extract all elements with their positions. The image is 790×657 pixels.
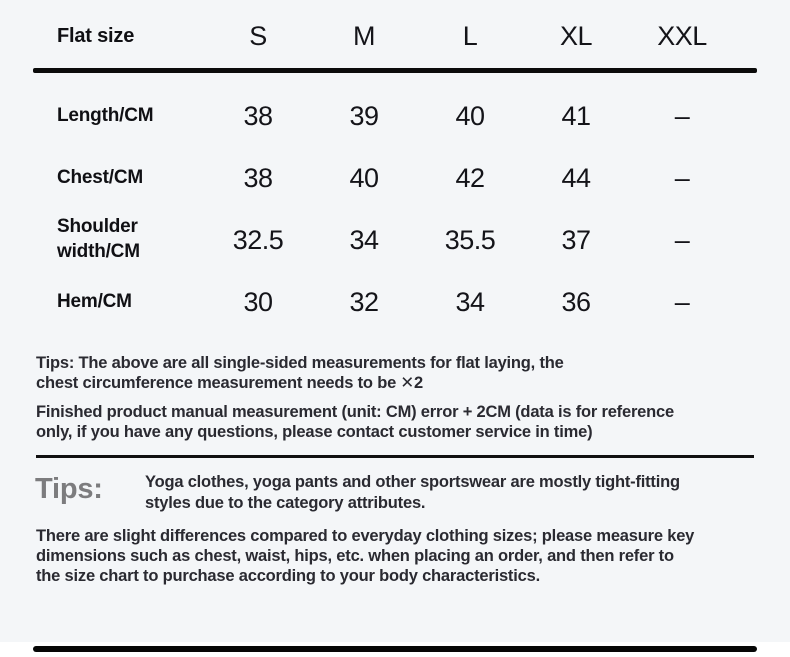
table-row-shoulder-width bbox=[57, 209, 735, 271]
value-cell: 30 bbox=[243, 286, 273, 317]
value-cell: 38 bbox=[243, 100, 273, 131]
tips-text-line: styles due to the category attributes. bbox=[145, 494, 426, 512]
value-cell: 42 bbox=[455, 162, 485, 193]
note-line: chest circumference measurement needs to be ✕2 bbox=[36, 374, 424, 392]
note-line: Finished product manual measurement (unit: CM) error + 2CM (data is for reference bbox=[36, 403, 674, 421]
row-label: Length/CM bbox=[57, 104, 154, 126]
size-table-header-row bbox=[57, 14, 735, 58]
table-row-chest bbox=[57, 147, 735, 209]
note-line: There are slight differences compared to everyday clothing sizes; please measure key bbox=[36, 527, 695, 545]
value-cell: 37 bbox=[561, 224, 591, 255]
value-cell: 34 bbox=[455, 286, 485, 317]
value-cell: 41 bbox=[561, 100, 591, 131]
note-line: the size chart to purchase according to your body characteristics. bbox=[36, 567, 540, 585]
value-cell: 44 bbox=[561, 162, 591, 193]
size-column-header-s: S bbox=[249, 20, 267, 51]
row-label: Hem/CM bbox=[57, 290, 132, 312]
value-cell: – bbox=[674, 100, 690, 131]
size-column-header-m: M bbox=[353, 20, 375, 51]
size-table-body bbox=[57, 85, 735, 333]
value-cell: – bbox=[674, 286, 690, 317]
value-cell: 38 bbox=[243, 162, 273, 193]
bottom-divider-bar bbox=[33, 646, 757, 652]
value-cell: 40 bbox=[349, 162, 379, 193]
value-cell: 35.5 bbox=[444, 224, 496, 255]
header-divider-line bbox=[33, 68, 757, 73]
measurement-tips-note bbox=[36, 353, 754, 393]
value-cell: 40 bbox=[455, 100, 485, 131]
measurement-error-note bbox=[36, 402, 754, 442]
size-column-header-l: L bbox=[462, 20, 478, 51]
table-row-length bbox=[57, 85, 735, 147]
size-column-header-xl: XL bbox=[559, 20, 593, 51]
sizing-advice-note bbox=[36, 526, 754, 586]
value-cell: 39 bbox=[349, 100, 379, 131]
tips-section bbox=[35, 471, 754, 514]
section-divider-line bbox=[36, 455, 754, 458]
value-cell: 34 bbox=[349, 224, 379, 255]
value-cell: – bbox=[674, 224, 690, 255]
tips-text bbox=[145, 471, 680, 514]
table-row-hem bbox=[57, 271, 735, 333]
row-label: Chest/CM bbox=[57, 166, 144, 188]
row-label: Shoulder width/CM bbox=[57, 216, 140, 262]
value-cell: 32.5 bbox=[232, 224, 284, 255]
value-cell: 36 bbox=[561, 286, 591, 317]
tips-label: Tips: bbox=[35, 473, 103, 505]
note-line: Tips: The above are all single-sided measurements for flat laying, the bbox=[36, 354, 564, 372]
flat-size-label: Flat size bbox=[57, 24, 135, 47]
note-line: dimensions such as chest, waist, hips, etc. when placing an order, and then refer to bbox=[36, 547, 674, 565]
value-cell: 32 bbox=[349, 286, 379, 317]
value-cell: – bbox=[674, 162, 690, 193]
tips-text-line: Yoga clothes, yoga pants and other sportswear are mostly tight-fitting bbox=[145, 473, 680, 491]
note-line: only, if you have any questions, please contact customer service in time) bbox=[36, 423, 593, 441]
size-column-header-xxl: XXL bbox=[657, 20, 707, 51]
